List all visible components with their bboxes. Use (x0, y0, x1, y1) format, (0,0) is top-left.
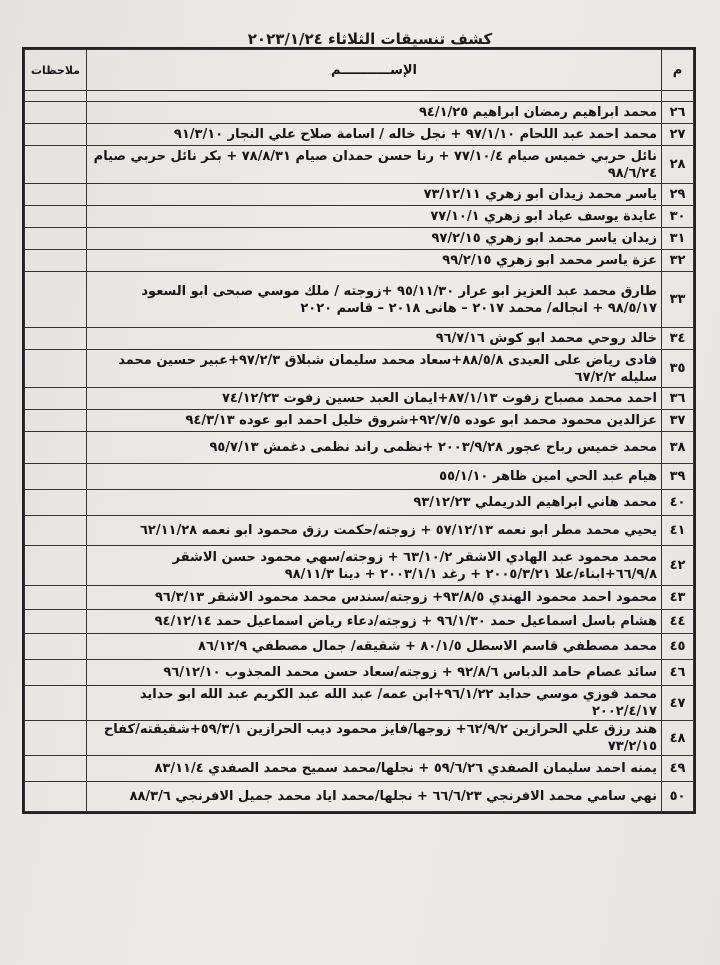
table-row (25, 432, 694, 464)
table-row (25, 184, 694, 206)
row-number: ٤٣ (662, 586, 694, 610)
table-row (25, 490, 694, 516)
table-row (25, 328, 694, 350)
table-row (25, 350, 694, 388)
table-row (25, 228, 694, 250)
header-notes: ملاحظات (25, 50, 87, 91)
row-number: ٣٥ (662, 350, 694, 388)
table-row (25, 206, 694, 228)
row-notes (25, 124, 87, 146)
row-notes (25, 660, 87, 686)
row-number: ٣٤ (662, 328, 694, 350)
row-number: ٣١ (662, 228, 694, 250)
row-name: محمد ابراهيم رمضان ابراهيم ٩٤/١/٢٥ (87, 102, 662, 124)
row-name: محمد فوزي موسي حدايد ٩٦/١/٢٢+ابن عمه/ عبد الله عبد الكريم عبد الله ابو حدايد ٢٠٠٢/٤/١٧ (87, 686, 662, 721)
table-row (25, 410, 694, 432)
row-notes (25, 272, 87, 328)
table-row (25, 756, 694, 782)
row-notes (25, 250, 87, 272)
row-name: طارق محمد عبد العزيز ابو عرار ٩٥/١١/٣٠ +زوجته / ملك موسي صبحى ابو السعود ٩٨/٥/١٧ + انجاله/ محمد ٢٠١٧ – هانى ٢٠١٨ – قاسم ٢٠٢٠ (87, 272, 662, 328)
row-number: ٢٧ (662, 124, 694, 146)
row-name: محمد هاني ابراهيم الدريملي ٩٣/١٢/٢٣ (87, 490, 662, 516)
row-name: احمد محمد مصباح زفوت ٨٧/١/١٣+ايمان العبد حسين زفوت ٧٤/١٢/٢٣ (87, 388, 662, 410)
row-number: ٤٩ (662, 756, 694, 782)
row-number: ٥٠ (662, 782, 694, 812)
table-row (25, 516, 694, 546)
row-notes (25, 686, 87, 721)
row-notes (25, 634, 87, 660)
row-name: سائد عصام حامد الدباس ٩٢/٨/٦ + زوجته/سعاد حسن محمد المجذوب ٩٦/١٢/١٠ (87, 660, 662, 686)
row-number: ٣٢ (662, 250, 694, 272)
table-row (25, 272, 694, 328)
row-notes (25, 184, 87, 206)
row-number: ٣٠ (662, 206, 694, 228)
row-notes (25, 610, 87, 634)
row-notes (25, 102, 87, 124)
table-row (25, 102, 694, 124)
table-row (25, 634, 694, 660)
table-row (25, 586, 694, 610)
row-name: زيدان ياسر محمد ابو زهري ٩٧/٢/١٥ (87, 228, 662, 250)
row-name: محمد مصطفي قاسم الاسطل ٨٠/١/٥ + شقيقه/ جمال مصطفي ٨٦/١٢/٩ (87, 634, 662, 660)
row-notes (25, 388, 87, 410)
row-number: ٤٥ (662, 634, 694, 660)
table-row (25, 124, 694, 146)
table-row (25, 686, 694, 721)
table-body (25, 91, 694, 812)
table-row (25, 721, 694, 756)
header-num: م (662, 50, 694, 91)
row-name: عايدة يوسف عياد ابو زهري ٧٧/١٠/١ (87, 206, 662, 228)
row-notes (25, 206, 87, 228)
row-name: محمود احمد محمود الهندي ٩٣/٨/٥+ زوجته/سندس محمد محمود الاشقر ٩٦/٣/١٣ (87, 586, 662, 610)
row-number: ٣٩ (662, 464, 694, 490)
row-number: ٣٧ (662, 410, 694, 432)
row-number: ٢٩ (662, 184, 694, 206)
row-notes (25, 546, 87, 586)
names-table-frame (22, 47, 696, 814)
row-number: ٤٠ (662, 490, 694, 516)
row-name: هيام عبد الحي امين ظاهر ٥٥/١/١٠ (87, 464, 662, 490)
row-name: فادى رياض على العيدى ٨٨/٥/٨+سعاد محمد سليمان شبلاق ٩٧/٢/٣+عبير حسين محمد سليله ٦٧/٢/٢ (87, 350, 662, 388)
row-notes (25, 464, 87, 490)
row-name: ياسر محمد زيدان ابو زهري ٧٣/١٢/١١ (87, 184, 662, 206)
row-notes (25, 146, 87, 184)
row-notes (25, 756, 87, 782)
row-name: يحيي محمد مطر ابو نعمه ٥٧/١٢/١٣ + زوجته/حكمت رزق محمود ابو نعمه ٦٢/١١/٢٨ (87, 516, 662, 546)
table-header-row (25, 50, 694, 91)
row-notes (25, 516, 87, 546)
row-notes (25, 721, 87, 756)
header-name: الإســـــــــــم (87, 50, 662, 91)
row-name: هشام باسل اسماعيل حمد ٩٦/١/٣٠ + زوجته/دعاء رياض اسماعيل حمد ٩٤/١٢/١٤ (87, 610, 662, 634)
table-row (25, 610, 694, 634)
table-row (25, 464, 694, 490)
row-name: محمد احمد عبد اللحام ٩٧/١/١٠ + نجل خاله / اسامة صلاح علي النجار ٩١/٣/١٠ (87, 124, 662, 146)
row-name: خالد روحي محمد ابو كوش ٩٦/٧/١٦ (87, 328, 662, 350)
row-notes (25, 490, 87, 516)
row-name: محمد خميس رباح عجور ٢٠٠٣/٩/٢٨ +نظمى راند نظمى دغمش ٩٥/٧/١٣ (87, 432, 662, 464)
row-number: ٤٨ (662, 721, 694, 756)
row-name: نائل حربي خميس صيام ٧٧/١٠/٤ + رنا حسن حمدان صيام ٧٨/٨/٣١ + بكر نائل حربي صيام ٩٨/٦/٢٤ (87, 146, 662, 184)
row-number: ٤٦ (662, 660, 694, 686)
document-title: كشف تنسيقات الثلاثاء ٢٠٢٣/١/٢٤ (247, 30, 493, 48)
row-notes (25, 782, 87, 812)
table-row (25, 782, 694, 812)
row-number: ٣٨ (662, 432, 694, 464)
row-number: ٤٤ (662, 610, 694, 634)
table-row (25, 250, 694, 272)
table-row (25, 388, 694, 410)
names-table (24, 49, 694, 812)
row-name: عزالدين محمود محمد ابو عوده ٩٢/٧/٥+شروق خليل احمد ابو عوده ٩٤/٣/١٣ (87, 410, 662, 432)
row-number: ٤٧ (662, 686, 694, 721)
row-number: ٣٣ (662, 272, 694, 328)
row-name: عزة ياسر محمد ابو زهري ٩٩/٢/١٥ (87, 250, 662, 272)
row-notes (25, 586, 87, 610)
table-row (25, 146, 694, 184)
row-notes (25, 410, 87, 432)
row-name: هند رزق علي الحرازين ٦٢/٩/٢+ زوجها/فايز محمود ديب الحرازين ٥٩/٣/١+شقيقته/كفاح ٧٣/٢/١٥ (87, 721, 662, 756)
table-row (25, 546, 694, 586)
row-number: ٤٢ (662, 546, 694, 586)
row-number: ٤١ (662, 516, 694, 546)
row-number: ٢٦ (662, 102, 694, 124)
row-notes (25, 350, 87, 388)
row-number: ٣٦ (662, 388, 694, 410)
row-notes (25, 432, 87, 464)
spacer-row (25, 91, 694, 102)
row-name: محمد محمود عبد الهادي الاشقر ٦٣/١٠/٢ + زوجته/سهي محمود حسن الاشقر ٦٦/٩/٨+ابناء/علا ٢٠٠٥/٣/٢١ + رغد ٢٠٠٣/١/١ + دينا ٩٨/١١/٣ (87, 546, 662, 586)
row-notes (25, 228, 87, 250)
table-row (25, 660, 694, 686)
row-notes (25, 328, 87, 350)
row-name: نهي سامي محمد الافرنجي ٦٦/٦/٢٣ + نجلها/محمد اياد محمد جميل الافرنجي ٨٨/٣/٦ (87, 782, 662, 812)
row-name: يمنه احمد سليمان الصفدي ٥٩/٦/٢٦ + نجلها/محمد سميح محمد الصفدي ٨٣/١١/٤ (87, 756, 662, 782)
row-number: ٢٨ (662, 146, 694, 184)
